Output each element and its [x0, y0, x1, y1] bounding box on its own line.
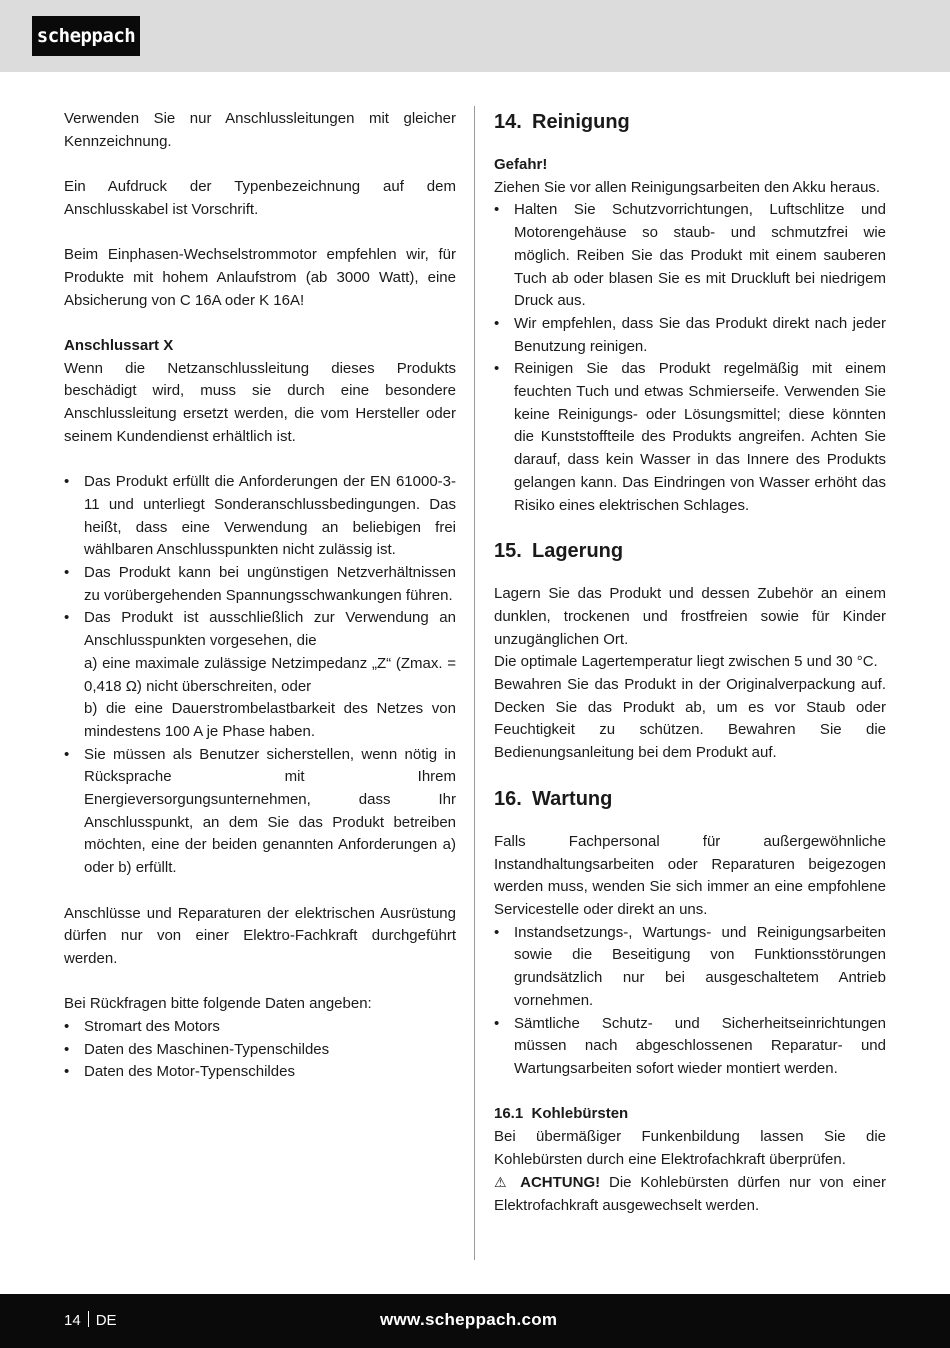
right-column [494, 108, 886, 1218]
paragraph-queries: Bei Rückfragen bitte folgende Daten angeben: [64, 995, 372, 1013]
website-link[interactable]: www.scheppach.com [380, 1310, 558, 1329]
list-item: • Das Produkt erfüllt die Anforderungen der EN 61000-3-11 und unterliegt Sonderanschlussbedingungen. Das heißt, dass eine Verwendung an beliebigen frei wählbaren Anschlusspunkten nicht zulässig ist. [64, 473, 456, 559]
list-item: • Instandsetzungs-, Wartungs- und Reinigungsarbeiten sowie die Beseitigung von Funktionsstörungen grundsätzlich nur bei ausgeschaltetem Antrieb vornehmen. [494, 923, 886, 1009]
warning-label: ACHTUNG! [520, 1174, 601, 1192]
paragraph-fuse: Beim Einphasen-Wechselstrommotor empfehlen wir, für Produkte mit hohem Anlaufstrom (ab 3000 Watt), eine Absicherung von C 16A oder K 16A! [64, 246, 456, 309]
paragraph-carbon-brushes: Bei übermäßiger Funkenbildung lassen Sie die Kohlebürsten durch eine Elektrofachkraft überprüfen. [494, 1128, 886, 1168]
paragraph-connection-type: Wenn die Netzanschlussleitung dieses Produkts beschädigt wird, muss sie durch eine besondere Anschlussleitung ersetzt werden, die vom Hersteller oder seinem Kundendienst erhältlich ist. [64, 359, 456, 445]
paragraph-type-print: Ein Aufdruck der Typenbezeichnung auf dem Anschlusskabel ist Vorschrift. [64, 178, 456, 218]
warning-text: Die Kohlebürsten dürfen nur von einer Elektrofachkraft ausgewechselt werden. [494, 1174, 886, 1215]
sub-item-a: a) eine maximale zulässige Netzimpedanz „Z“ (Zmax. = 0,418 Ω) nicht überschreiten, oder [84, 654, 456, 695]
list-item: • Sämtliche Schutz- und Sicherheitseinrichtungen müssen nach abgeschlossenen Reparatur- und Wartungsarbeiten sofort wieder montiert werden. [494, 1014, 886, 1077]
list-item: • Halten Sie Schutzvorrichtungen, Luftschlitze und Motorengehäuse so staub- und schmutzfrei wie möglich. Reiben Sie das Produkt mit einem sauberen Tuch ab oder blasen Sie es mit Druckluft bei niedrigem Druck aus. [494, 201, 886, 310]
query-data-list [64, 1016, 456, 1084]
warning-triangle-icon: ⚠ [494, 1174, 512, 1191]
left-column [64, 108, 456, 1084]
column-divider [474, 106, 475, 1260]
danger-label: Gefahr! [494, 156, 548, 173]
list-item: • Daten des Motor-Typenschildes [64, 1063, 295, 1081]
maintenance-list [494, 922, 886, 1081]
paragraph-cable-marking: Verwenden Sie nur Anschlussleitungen mit gleicher Kennzeichnung. [64, 110, 456, 150]
list-item: • Reinigen Sie das Produkt regelmäßig mit einem feuchten Tuch und etwas Schmierseife. Verwenden Sie keine Reinigungs- oder Lösungsmittel; diese könnten die Kunststoffteile des Produkts angreifen. Achten Sie darauf, dass kein Wasser in das Innere des Produkts gelangen kann. Das Eindringen von Wasser erhöht das Risiko eines elektrischen Schlages. [494, 360, 886, 514]
sub-item-b: b) die eine Dauerstrombelastbarkeit des Netzes von mindestens 100 A je Phase haben. [84, 700, 456, 740]
paragraph-storage-temperature: Die optimale Lagertemperatur liegt zwischen 5 und 30 °C. [494, 653, 878, 671]
requirements-list [64, 471, 456, 880]
page-header [0, 0, 950, 72]
section-heading-maintenance: 16. Wartung [494, 787, 613, 810]
subsection-heading-carbon-brushes: 16.1 Kohlebürsten [494, 1105, 629, 1123]
paragraph-maintenance: Falls Fachpersonal für außergewöhnliche Instandhaltungsarbeiten oder Reparaturen beigezogen werden muss, wenden Sie sich immer an eine empfohlene Servicestelle oder direkt an uns. [494, 832, 886, 918]
warning-note [494, 1171, 886, 1217]
scheppach-logo: scheppach [32, 16, 140, 56]
list-item: • Wir empfehlen, dass Sie das Produkt direkt nach jeder Benutzung reinigen. [494, 314, 886, 355]
connection-type-title: Anschlussart X [64, 336, 174, 354]
danger-text: Ziehen Sie vor allen Reinigungsarbeiten den Akku heraus. [494, 178, 881, 196]
list-item: • Sie müssen als Benutzer sicherstellen, wenn nötig in Rücksprache mit Ihrem Energieversorgungsunternehmen, dass Ihr Anschlusspunkt, an dem Sie das Produkt betreiben möchten, eine der beiden genannten Anforderungen a) oder b) erfüllt. [64, 745, 456, 877]
paragraph-storage-packaging: Bewahren Sie das Produkt in der Originalverpackung auf. Decken Sie das Produkt ab, um es vor Staub oder Feuchtigkeit zu schützen. Bewahren Sie die Bedienungsanleitung bei dem Produkt auf. [494, 676, 886, 762]
list-item: • Stromart des Motors [64, 1018, 220, 1036]
page-footer [0, 1294, 950, 1348]
list-item: • Das Produkt kann bei ungünstigen Netzverhältnissen zu vorübergehenden Spannungsschwankungen führen. [64, 564, 456, 604]
paragraph-storage-location: Lagern Sie das Produkt und dessen Zubehör an einem dunklen, trockenen und frostfreien sowie für Kinder unzugänglichen Ort. [494, 585, 886, 648]
list-item: • Daten des Maschinen-Typenschildes [64, 1040, 330, 1058]
section-heading-storage: 15. Lagerung [494, 540, 624, 563]
cleaning-list [494, 199, 886, 517]
paragraph-repairs: Anschlüsse und Reparaturen der elektrischen Ausrüstung dürfen nur von einer Elektro-Fachkraft durchgeführt werden. [64, 904, 456, 967]
page-number: 14 DE [64, 1312, 117, 1329]
list-item: • Das Produkt ist ausschließlich zur Verwendung an Anschlusspunkten vorgesehen, die a) eine maximale zulässige Netzimpedanz „Z“ (Zmax. = 0,418 Ω) nicht überschreiten, oder b) die eine Dauerstrombelastbarkeit des Netzes von mindestens 100 A je Phase haben. [64, 607, 456, 743]
section-heading-cleaning: 14. Reinigung [494, 111, 630, 133]
